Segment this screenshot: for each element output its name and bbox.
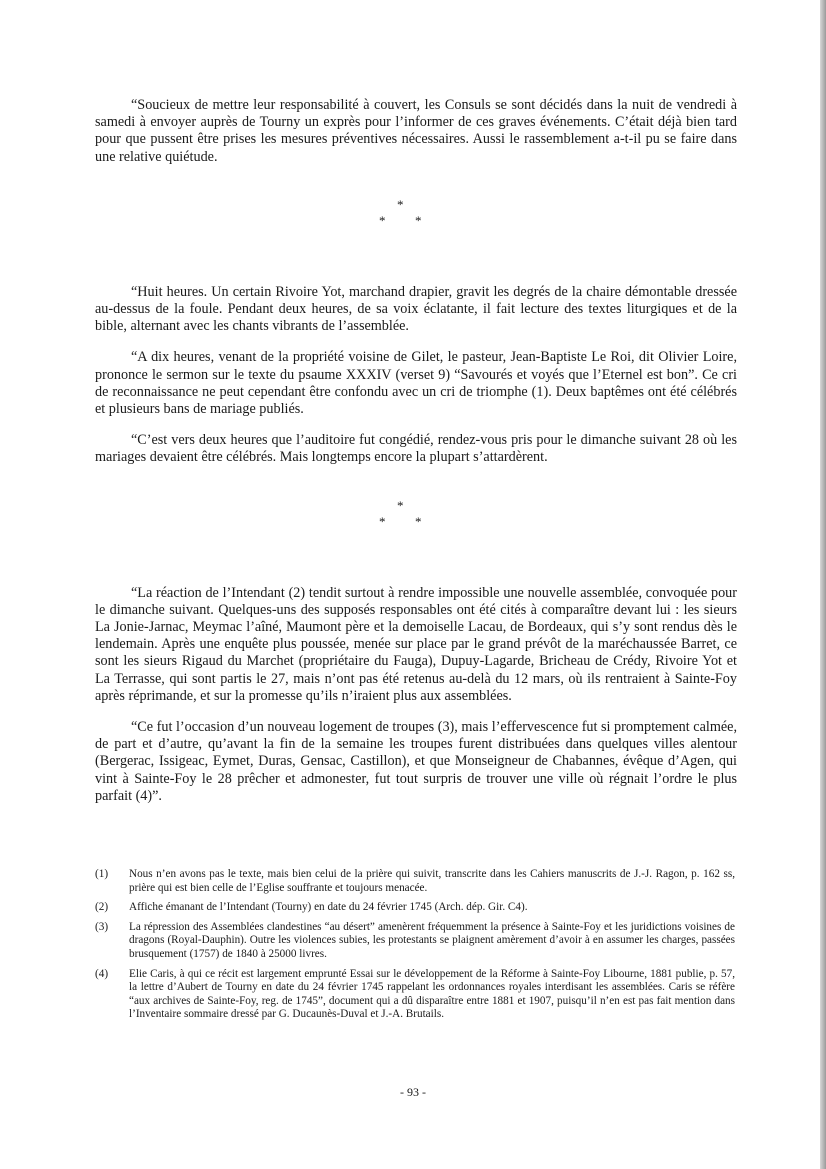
paragraph-reaction-intendant: “La réaction de l’Intendant (2) tendit surtout à rendre impossible une nouvelle assemblée, convoquée pour le dimanche suivant. Quelques-uns des supposés responsables ont été cités à comparaître devant lui : les sieurs La Jonie-Jarnac, Meymac l’aîné, Maumont père et la demoiselle Lacau, de Bordeaux, qui s’y sont rendus dès le lendemain. Après une enquête plus poussée, menée sur place par le grand prévôt de la maréchaussée Barret, ce sont les sieurs Rigaud du Marchet (propriétaire du Fauga), Dupuy-Lagarde, Bricheau de Crédy, Rivoire Yot et La Terrasse, qui sont partis le 27, mais n’ont pas été retenus au-delà du 12 mars, où ils rentraient à Sainte-Foy après réprimande, et sur la promesse qu’ils n’iraient plus aux assemblées. <box>95 584 737 704</box>
footnotes <box>95 868 735 1028</box>
footnote <box>95 921 735 962</box>
footnote <box>95 968 735 1022</box>
footnote <box>95 868 735 895</box>
section-separator <box>95 495 737 555</box>
separator-star: * <box>397 196 404 212</box>
footnote-number: (1) <box>95 868 109 880</box>
separator-star: * <box>379 212 386 228</box>
footnote-text: Nous n’en avons pas le texte, mais bien celui de la prière qui suivit, transcrite dans les Cahiers manuscrits de J.-J. Ragon, p. 162 ss, prière qui est bien celle de l’Eglise souffrante et toujours menacée. <box>129 868 735 894</box>
footnote-number: (4) <box>95 967 109 980</box>
paragraph-logement-troupes: “Ce fut l’occasion d’un nouveau logement de troupes (3), mais l’effervescence fut si promptement calmée, de part et d’autre, qu’avant la fin de la semaine les troupes furent distribuées dans quelques villes alentour (Bergerac, Issigeac, Eymet, Duras, Gensac, Castillon), et que Monseigneur de Chabannes, évêque d’Agen, qui vint à Sainte-Foy le 28 prêcher et admonester, fut tout surpris de trouver une ville où régnait l’ordre le plus parfait (4)”. <box>95 719 737 804</box>
page-edge-shadow <box>820 0 826 1169</box>
footnote-number: (2) <box>95 901 109 914</box>
document-body <box>95 97 737 805</box>
paragraph-deux-heures: “C’est vers deux heures que l’auditoire fut congédié, rendez-vous pris pour le dimanche suivant 28 où les mariages devaient être célébrés. Mais longtemps encore la plupart s’attardèrent. <box>95 432 737 466</box>
footnote-text: La répression des Assemblées clandestines “au désert” amenèrent fréquemment la présence à Sainte-Foy et les juridictions voisines de dragons (Royal-Dauphin). Outre les violences subies, les protestants se plaignent amèrement d’avoir à en assumer les charges, passées brusquement (1757) de 1840 à 25000 livres. <box>129 920 735 960</box>
footnote-text: Elie Caris, à qui ce récit est largement emprunté Essai sur le développement de la Réforme à Sainte-Foy Libourne, 1881 publie, p. 57, la lettre d’Aubert de Tourny en date du 24 février 1745 rappelant les ordonnances royales interdisant les assemblées. Caris se réfère “aux archives de Sainte-Foy, reg. de 1745”, document qui a dû disparaître entre 1881 et 1907, puisqu’il n’en est pas fait mention dans l’Inventaire sommaire dressé par G. Ducaunès-Duval et J.-A. Brutails. <box>129 967 735 1021</box>
footnote-number: (3) <box>95 920 109 933</box>
footnote <box>95 901 735 915</box>
paragraph-dix-heures: “A dix heures, venant de la propriété voisine de Gilet, le pasteur, Jean-Baptiste Le Roi, dit Olivier Loire, prononce le sermon sur le texte du psaume XXXIV (verset 9) “Savourés et voyés que l’Eternel est bon”. Ce cri de reconnaissance ne peut cependant être confondu avec un cri de triomphe (1). Deux baptêmes ont été célébrés et plusieurs bans de mariage publiés. <box>95 349 737 418</box>
section-separator <box>95 194 737 254</box>
separator-star: * <box>415 212 422 228</box>
separator-star: * <box>415 513 422 529</box>
paragraph-huit-heures: “Huit heures. Un certain Rivoire Yot, marchand drapier, gravit les degrés de la chaire démontable dressée au-dessus de la foule. Pendant deux heures, de sa voix éclatante, il fait lecture des textes liturgiques et de la bible, alternant avec les chants vibrants de l’assemblée. <box>95 283 737 335</box>
separator-star: * <box>379 513 386 529</box>
footnote-text: Affiche émanant de l’Intendant (Tourny) en date du 24 février 1745 (Arch. dép. Gir. C4). <box>129 901 528 914</box>
paragraph-consuls: “Soucieux de mettre leur responsabilité à couvert, les Consuls se sont décidés dans la nuit de vendredi à samedi à envoyer auprès de Tourny un exprès pour l’informer de ces graves événements. C’était déjà bien tard pour que pussent être prises les mesures préventives nécessaires. Aussi le rassemblement a-t-il pu se faire dans une relative quiétude. <box>95 97 737 165</box>
page-number: - 93 - <box>400 1085 426 1099</box>
separator-star: * <box>397 497 404 513</box>
